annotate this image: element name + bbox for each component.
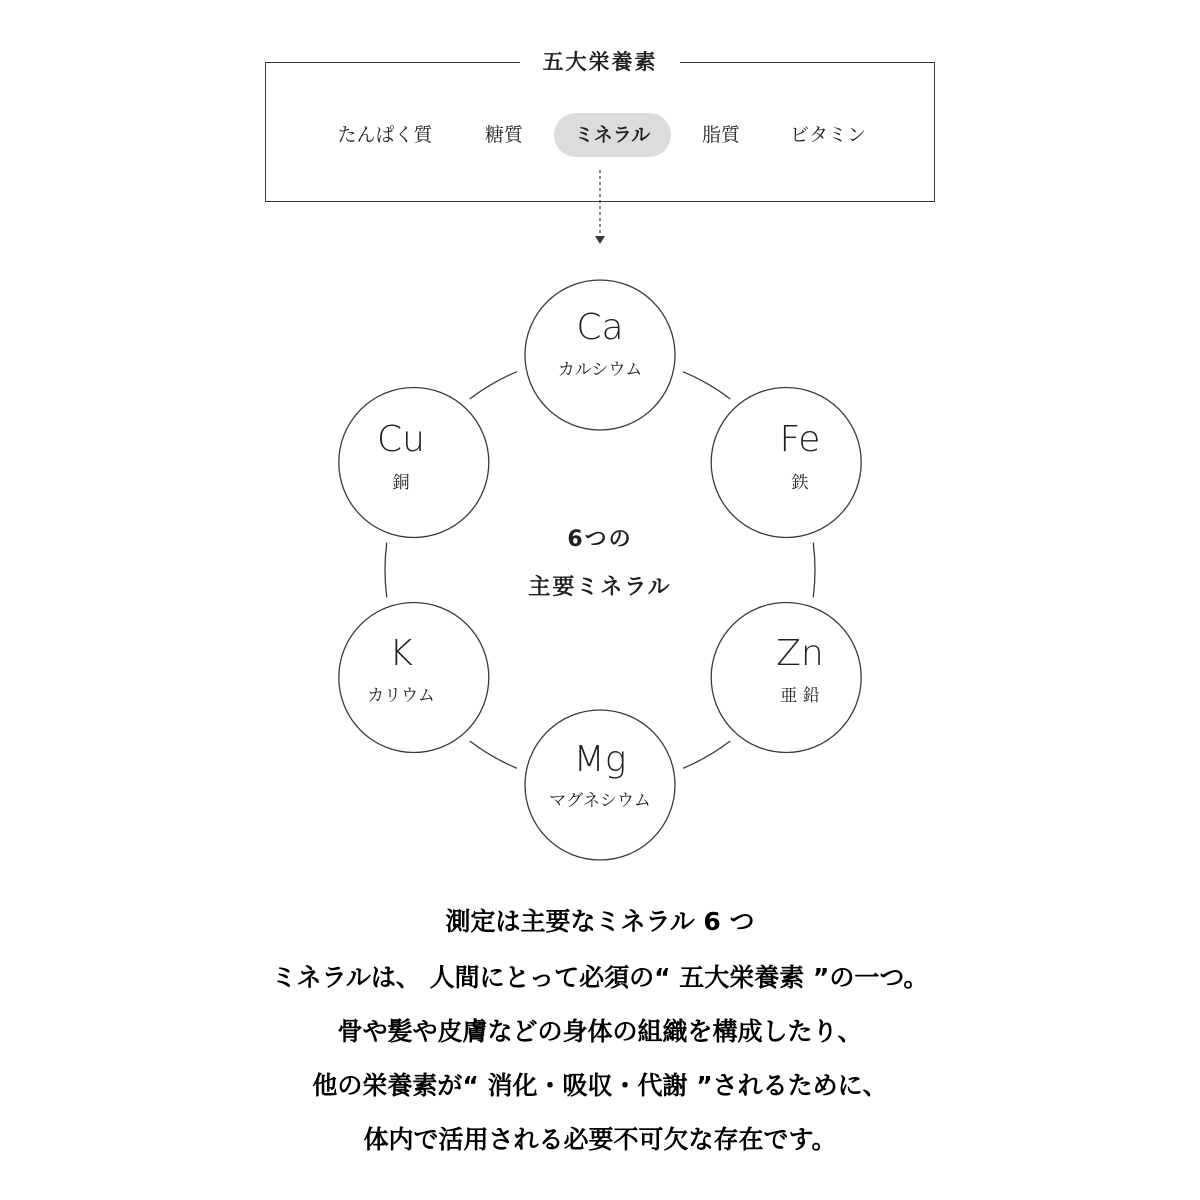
tab-fat: 脂質 [701,124,740,146]
connector-arc [385,543,387,598]
center-label-line2: 主要ミネラル [528,575,672,600]
description-line-4: 他の栄養素が“ 消化・吸収・代謝 ”されるために、 [312,1071,888,1100]
description-line-5: 体内で活用される必要不可欠な存在です。 [363,1125,837,1154]
connector-arc [683,372,730,399]
arrow-head [595,236,605,244]
description-line-1: 測定は主要なミネラル 6 つ [445,907,755,936]
name-zinc: 亜 鉛 [780,686,820,706]
circle-cu [339,388,489,538]
name-calcium: カルシウム [557,360,643,380]
box-title: 五大栄養素 [520,45,680,79]
tab-sugar: 糖質 [484,124,523,146]
circle-ca [525,280,675,430]
name-iron: 鉄 [791,473,809,493]
connector-arc [813,543,815,598]
description-line-3: 骨や髪や皮膚などの身体の組織を構成したり、 [337,1017,863,1046]
circle-k [339,603,489,753]
tab-vitamin: ビタミン [789,124,866,146]
circle-fe [711,388,861,538]
name-potassium: カリウム [367,686,435,706]
name-copper: 銅 [392,473,410,493]
connector-arc [683,741,730,768]
tab-mineral: ミネラル [554,113,671,157]
description-line-2: ミネラルは、 人間にとって必須の“ 五大栄養素 ”の一つ。 [271,963,929,992]
tab-protein: たんぱく質 [337,124,433,146]
symbol-cu: Cu [377,419,425,460]
center-label-line1: 6つの [567,527,633,552]
symbol-fe: Fe [779,419,821,460]
circle-mg [525,710,675,860]
symbol-mg: Mg [573,739,627,780]
name-magnesium: マグネシウム [549,791,651,811]
symbol-k: K [389,633,413,674]
connector-arc [470,741,517,768]
circle-zn [711,603,861,753]
symbol-zn: Zn [776,633,824,674]
connector-arc [470,372,517,399]
symbol-ca: Ca [576,307,624,348]
